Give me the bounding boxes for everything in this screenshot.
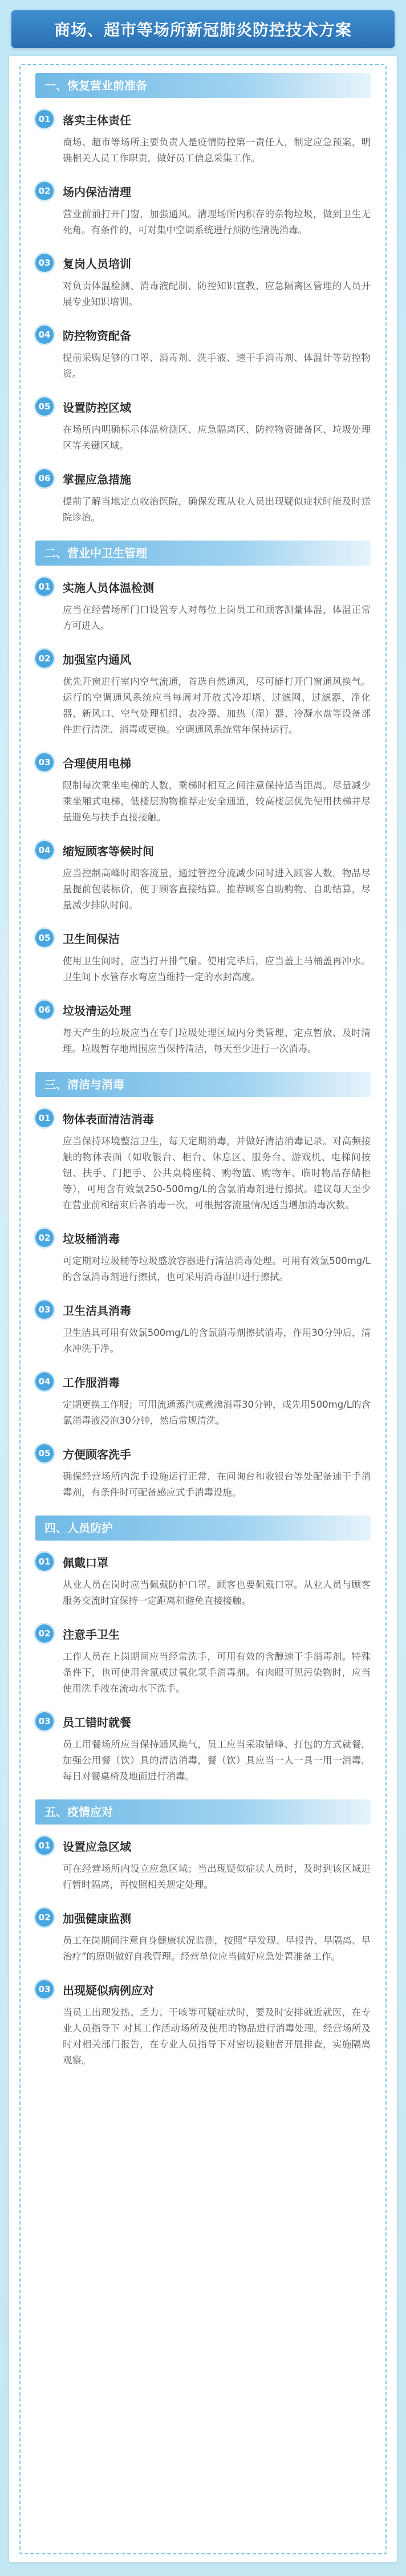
measure-item <box>35 928 371 985</box>
measure-title: 注意手卫生 <box>63 1627 120 1642</box>
measure-title: 实施人员体温检测 <box>63 580 154 595</box>
item-number-badge: 03 <box>35 753 54 771</box>
measure-title: 设置防控区域 <box>63 400 131 415</box>
measure-header <box>35 577 371 596</box>
measure-description: 每天产生的垃圾应当在专门垃圾处理区域内分类管理、定点暂放、及时清理。垃圾暂存地周围应当保持清洁，每天至少进行一次消毒。 <box>63 1027 371 1054</box>
document-content <box>9 56 397 2095</box>
item-number-badge: 01 <box>35 1109 54 1127</box>
measure-header <box>35 109 371 129</box>
item-number-badge: 01 <box>35 1836 54 1855</box>
item-number-badge: 05 <box>35 397 54 416</box>
measure-description: 可定期对垃圾桶等垃圾盛放容器进行清洁消毒处理。可用有效氯500mg/L的含氯消毒剂进行擦拭，也可采用消毒湿巾进行擦拭。 <box>63 1256 371 1282</box>
item-number-badge: 04 <box>35 326 54 344</box>
item-number-badge: 03 <box>35 1980 54 1998</box>
item-number-badge: 02 <box>35 1229 54 1247</box>
measure-description: 定期更换工作服；可用流通蒸汽或煮沸消毒30分钟，或先用500mg/L的含氯消毒液浸泡30分钟，然后常规清洗。 <box>63 1399 371 1426</box>
measure-header <box>35 325 371 344</box>
measure-item <box>35 1228 371 1285</box>
measure-item <box>35 253 371 310</box>
measure-title: 员工错时就餐 <box>63 1715 131 1729</box>
page-title: 商场、超市等场所新冠肺炎防控技术方案 <box>54 21 352 39</box>
measure-item <box>35 469 371 526</box>
measure-description: 员工在岗期间注意自身健康状况监测，按照“早发现、早报告、早隔离、早治疗”的原则做好自我管理。经营单位应当做好应急处置准备工作。 <box>63 1935 371 1962</box>
measure-header <box>35 397 371 416</box>
section-heading: 三、清洁与消毒 <box>35 1072 371 1097</box>
measure-item <box>35 109 371 166</box>
measure-title: 加强健康监测 <box>63 1911 131 1925</box>
measure-description: 可在经营场所内设立应急区域；当出现疑似症状人员时，及时到该区域进行暂时隔离，再按照相关规定处理。 <box>63 1863 371 1890</box>
measure-title: 出现疑似病例应对 <box>63 1983 154 1997</box>
measure-item <box>35 577 371 634</box>
measure-item <box>35 1836 371 1893</box>
measure-title: 落实主体责任 <box>63 113 131 127</box>
title-banner <box>11 10 395 48</box>
measure-description: 在场所内明确标示体温检测区、应急隔离区、防控物资储备区、垃圾处理区等关键区域。 <box>63 424 371 451</box>
measure-description: 应当控制高峰时期客流量，通过管控分流减少同时进入顾客人数。物品尽量提前包装标价，便于顾客直接结算。推荐顾客自助购物、自助结算，尽量减少排队时间。 <box>63 868 371 911</box>
measure-title: 方便顾客洗手 <box>63 1447 131 1461</box>
measure-header <box>35 1552 371 1571</box>
measure-item <box>35 181 371 238</box>
measure-header <box>35 1980 371 1999</box>
section-heading: 四、人员防护 <box>35 1515 371 1541</box>
item-number-badge: 04 <box>35 1372 54 1391</box>
measure-title: 合理使用电梯 <box>63 756 131 770</box>
item-number-badge: 05 <box>35 929 54 947</box>
measure-title: 设置应急区域 <box>63 1839 131 1854</box>
measure-description: 从业人员在岗时应当佩戴防护口罩。顾客也要佩戴口罩。从业人员与顾客服务交流时宜保持一定距离和避免直接接触。 <box>63 1579 371 1606</box>
measure-title: 卫生间保洁 <box>63 932 120 946</box>
item-number-badge: 03 <box>35 1712 54 1730</box>
measure-title: 佩戴口罩 <box>63 1555 108 1570</box>
measure-item <box>35 1712 371 1785</box>
item-number-badge: 05 <box>35 1444 54 1462</box>
measure-item <box>35 1552 371 1609</box>
measure-description: 使用卫生间时，应当打开排气扇。使用完毕后，应当盖上马桶盖再冲水。卫生间下水管存水弯应当维持一定的水封高度。 <box>63 956 371 982</box>
measure-header <box>35 1836 371 1855</box>
measure-header <box>35 253 371 273</box>
section-heading: 二、营业中卫生管理 <box>35 541 371 566</box>
item-number-badge: 02 <box>35 182 54 200</box>
measure-title: 垃圾清运处理 <box>63 1003 131 1018</box>
measure-description: 当员工出现发热、乏力、干咳等可疑症状时，要及时安排就近就医，在专业人员指导下 对其工作活动场所及使用的物品进行消毒处理。经营场所及时对相关部门报告，在专业人员指导下对密切接触者开展排查，实施隔离观察。 <box>63 2007 371 2066</box>
measure-title: 工作服消毒 <box>63 1375 120 1389</box>
measure-item <box>35 325 371 382</box>
item-number-badge: 01 <box>35 110 54 128</box>
measure-description: 提前采购足够的口罩、消毒剂、洗手液、速干手消毒剂、体温计等防控物资。 <box>63 352 371 379</box>
measure-header <box>35 1000 371 1019</box>
measure-title: 缩短顾客等候时间 <box>63 844 154 858</box>
measure-header <box>35 1372 371 1391</box>
measure-item <box>35 1000 371 1057</box>
measure-description: 对负责体温检测、消毒液配制、防控知识宣教、应急隔离区管理的人员开展专业知识培训。 <box>63 281 371 307</box>
item-number-badge: 03 <box>35 254 54 272</box>
measure-description: 工作人员在上岗期间应当经常洗手，可用有效的含醇速干手消毒剂。特殊条件下，也可使用含氯或过氧化氢手消毒剂。有肉眼可见污染物时，应当使用洗手液在流动水下洗手。 <box>63 1651 371 1694</box>
item-number-badge: 01 <box>35 578 54 596</box>
measure-item <box>35 397 371 454</box>
measure-description: 应当在经营场所门口设置专人对每位上岗员工和顾客测量体温，体温正常方可进入。 <box>63 604 371 631</box>
measure-header <box>35 928 371 948</box>
measure-header <box>35 1444 371 1463</box>
measure-description: 确保经营场所内洗手设施运行正常，在问询台和收银台等处配备速干手消毒剂，有条件时可配备感应式手消毒设施。 <box>63 1471 371 1498</box>
measure-title: 加强室内通风 <box>63 652 131 667</box>
measure-header <box>35 1228 371 1248</box>
item-number-badge: 02 <box>35 1624 54 1643</box>
measure-header <box>35 840 371 860</box>
item-number-badge: 04 <box>35 841 54 859</box>
measure-title: 物体表面清洁消毒 <box>63 1112 154 1126</box>
section-heading: 一、恢复营业前准备 <box>35 73 371 98</box>
measure-title: 掌握应急措施 <box>63 472 131 486</box>
measure-item <box>35 1300 371 1357</box>
measure-header <box>35 469 371 488</box>
measure-description: 商场、超市等场所主要负责人是疫情防控第一责任人，制定应急预案，明确相关人员工作职责，做好员工信息采集工作。 <box>63 137 371 164</box>
measure-item <box>35 1624 371 1697</box>
item-number-badge: 06 <box>35 1001 54 1019</box>
measure-title: 场内保洁清理 <box>63 185 131 199</box>
measure-header <box>35 649 371 668</box>
item-number-badge: 03 <box>35 1301 54 1319</box>
measure-header <box>35 181 371 201</box>
measure-description: 营业前前打开门窗，加强通风。清理场所内积存的杂物垃圾，做到卫生无死角。有条件的，可对集中空调系统进行预防性清洗消毒。 <box>63 209 371 235</box>
item-number-badge: 02 <box>35 1908 54 1927</box>
measure-header <box>35 1712 371 1731</box>
measure-description: 限制每次乘坐电梯的人数，乘梯时相互之间注意保持适当距离。尽量减少乘坐厢式电梯，低楼层购物推荐走安全通道，较高楼层优先使用扶梯并尽量避免与扶手直接接触。 <box>63 780 371 823</box>
measure-item <box>35 1980 371 2069</box>
measure-item <box>35 1372 371 1429</box>
measure-description: 员工用餐场所应当保持通风换气，员工应当采取错峰、打包的方式就餐，加强公用餐（饮）具的清洁消毒，餐（饮）具应当一人一具一用一消毒，每日对餐桌椅及地面进行消毒。 <box>63 1739 371 1782</box>
measure-title: 防控物资配备 <box>63 328 131 343</box>
measure-header <box>35 1908 371 1927</box>
measure-description: 提前了解当地定点收治医院，确保发现从业人员出现疑似症状时能及时送院诊治。 <box>63 496 371 523</box>
measure-header <box>35 1624 371 1643</box>
measure-item <box>35 840 371 913</box>
measure-description: 卫生洁具可用有效氯500mg/L的含氯消毒剂擦拭消毒，作用30分钟后，清水冲洗干净。 <box>63 1327 371 1354</box>
document-card <box>9 56 397 2562</box>
measure-title: 卫生洁具消毒 <box>63 1303 131 1318</box>
measure-item <box>35 649 371 738</box>
measure-item <box>35 1444 371 1501</box>
measure-header <box>35 753 371 772</box>
item-number-badge: 06 <box>35 469 54 487</box>
measure-title: 复岗人员培训 <box>63 257 131 271</box>
measure-item <box>35 1108 371 1213</box>
measure-item <box>35 753 371 826</box>
measure-item <box>35 1908 371 1965</box>
measure-title: 垃圾桶消毒 <box>63 1232 120 1246</box>
measure-header <box>35 1108 371 1128</box>
measure-description: 优先开窗进行室内空气流通，首选自然通风，尽可能打开门窗通风换气。运行的空调通风系统应当每周对开放式冷却塔、过滤网、过滤器、净化器、新风口、空气处理机组、表冷器、加热（湿）器、冷凝水盘等设备部件进行清洗、消毒或更换。空调通风系统常年保持运行。 <box>63 676 371 735</box>
measure-description: 应当保持环境整洁卫生，每天定期消毒，并做好清洁消毒记录。对高频接触的物体表面（如收银台、柜台、休息区、服务台、游戏机、电梯间按钮、扶手、门把手、公共桌椅座椅、购物篮、购物车、临时物品存储柜等），可用含有效氯250-500mg/L的含氯消毒剂进行擦拭。建议每天至少在营业前和结束后各消毒一次，可根据客流量情况适当增加消毒次数。 <box>63 1136 371 1210</box>
section-heading: 五、疫情应对 <box>35 1799 371 1825</box>
measure-header <box>35 1300 371 1319</box>
item-number-badge: 02 <box>35 649 54 668</box>
item-number-badge: 01 <box>35 1553 54 1571</box>
